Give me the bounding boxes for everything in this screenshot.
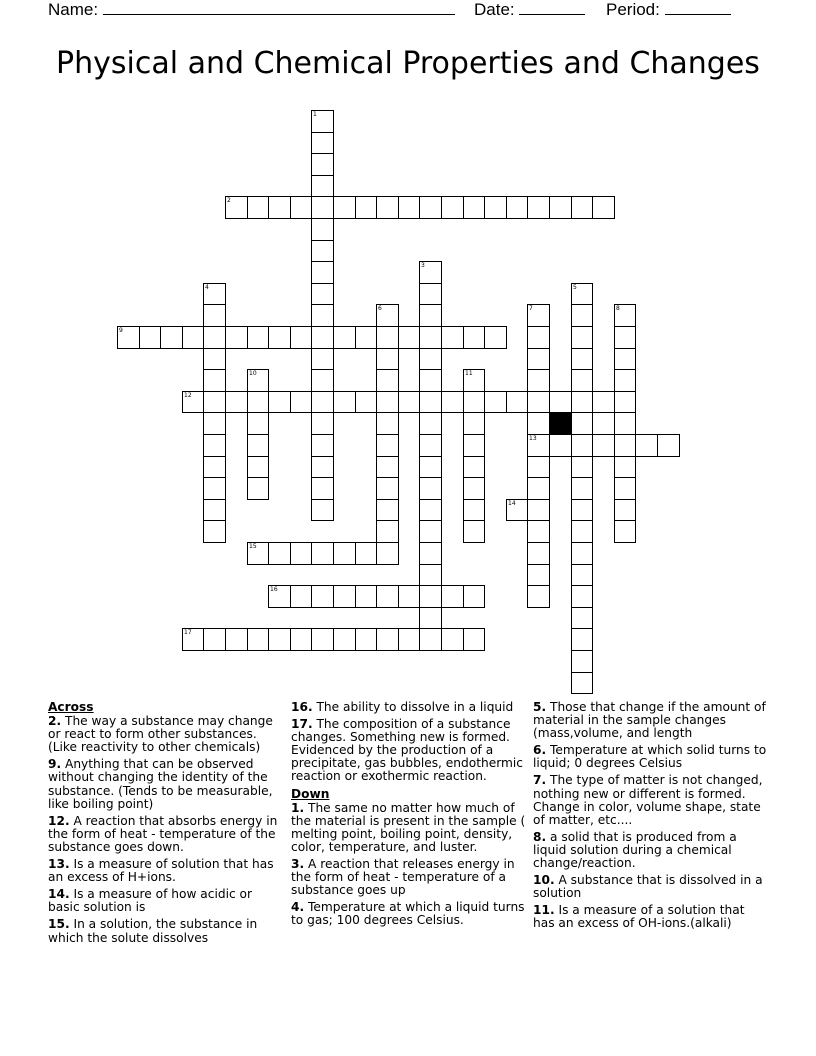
clue-text: The same no matter how much of the material is present in the sample ( melting point, boiling point, density, color, temperature, and luster. (291, 800, 526, 854)
crossword-cell[interactable] (376, 456, 399, 478)
crossword-cell[interactable] (527, 585, 550, 608)
crossword-cell[interactable] (419, 348, 442, 370)
crossword-cell[interactable] (419, 585, 442, 608)
crossword-cell[interactable] (419, 628, 442, 651)
crossword-cell[interactable] (333, 542, 356, 565)
clue-item (48, 858, 284, 884)
crossword-cell[interactable] (614, 456, 636, 478)
period-label: Period: (606, 0, 660, 19)
clue-number: 4. (291, 900, 305, 915)
crossword-cell[interactable] (376, 499, 399, 521)
clue-number-label: 4 (205, 284, 209, 291)
crossword-cell[interactable] (376, 369, 399, 392)
crossword-cell[interactable] (614, 499, 636, 521)
crossword-cell[interactable] (268, 542, 291, 565)
crossword-cell[interactable] (311, 326, 334, 349)
crossword-cell[interactable] (376, 434, 399, 457)
crossword-cell[interactable] (398, 628, 420, 651)
crossword-cell[interactable] (527, 477, 550, 500)
crossword-cell[interactable] (527, 412, 550, 435)
crossword-cell[interactable] (463, 391, 485, 413)
clue-text: The type of matter is not changed, nothing new or different is formed. Change in color, volume shape, state of matter, etc.... (533, 773, 763, 827)
clue-item (533, 774, 769, 826)
clue-number: 1. (291, 800, 305, 815)
crossword-cell[interactable] (571, 304, 593, 327)
crossword-cell[interactable] (441, 196, 464, 219)
crossword-cell[interactable] (333, 585, 356, 608)
crossword-cell[interactable] (549, 434, 572, 457)
crossword-cell[interactable] (571, 391, 593, 413)
clue-item (291, 701, 527, 714)
clue-item (291, 802, 527, 854)
crossword-cell[interactable] (268, 326, 291, 349)
crossword-cell[interactable] (571, 520, 593, 543)
black-cell (549, 412, 572, 435)
crossword-cell[interactable] (463, 499, 485, 521)
crossword-cell[interactable] (419, 499, 442, 521)
crossword-cell[interactable] (247, 326, 269, 349)
crossword-cell[interactable] (311, 499, 334, 521)
crossword-cell[interactable] (614, 434, 636, 457)
clue-number: 11. (533, 903, 555, 918)
crossword-cell[interactable] (311, 304, 334, 327)
crossword-cell[interactable] (614, 520, 636, 543)
crossword-cell[interactable] (355, 326, 377, 349)
crossword-cell[interactable] (311, 132, 334, 154)
clue-number-label: 5 (573, 284, 577, 291)
crossword-cell[interactable] (311, 585, 334, 608)
clue-number: 10. (533, 873, 555, 888)
crossword-cell[interactable] (419, 326, 442, 349)
crossword-cell[interactable] (484, 196, 507, 219)
crossword-cell[interactable] (571, 628, 593, 651)
crossword-cell[interactable] (247, 456, 269, 478)
crossword-cell[interactable] (203, 348, 226, 370)
crossword-cell[interactable] (268, 628, 291, 651)
clue-text: Temperature at which a liquid turns to gas; 100 degrees Celsius. (291, 900, 525, 928)
clue-item (533, 744, 769, 770)
crossword-cell[interactable] (225, 391, 248, 413)
crossword-cell[interactable] (592, 196, 615, 219)
crossword-cell[interactable] (527, 520, 550, 543)
crossword-cell[interactable] (376, 196, 399, 219)
clue-item (291, 718, 527, 783)
crossword-cell[interactable] (571, 672, 593, 694)
clue-text: Is a measure of how acidic or basic solution is (48, 887, 253, 915)
clue-number: 7. (533, 773, 547, 788)
clue-number: 16. (291, 700, 313, 714)
crossword-cell[interactable] (247, 391, 269, 413)
crossword-cell[interactable] (441, 326, 464, 349)
crossword-cell[interactable] (614, 326, 636, 349)
clue-item (48, 888, 284, 914)
crossword-cell[interactable] (376, 520, 399, 543)
clue-number: 3. (291, 857, 305, 872)
crossword-cell[interactable] (463, 585, 485, 608)
crossword-cell[interactable] (463, 520, 485, 543)
crossword-cell[interactable] (571, 412, 593, 435)
clue-text: The way a substance may change or react to form other substances. (Like reactivity to other chemicals) (48, 714, 273, 755)
crossword-cell[interactable] (203, 304, 226, 327)
crossword-cell[interactable] (311, 369, 334, 392)
crossword-cell[interactable] (398, 391, 420, 413)
crossword-cell[interactable] (592, 434, 615, 457)
crossword-cell[interactable] (333, 196, 356, 219)
clue-number-label: 12 (184, 392, 192, 399)
crossword-cell[interactable] (203, 456, 226, 478)
crossword-cell[interactable] (419, 520, 442, 543)
crossword-cell[interactable] (376, 628, 399, 651)
crossword-cell[interactable] (376, 585, 399, 608)
clue-number: 12. (48, 813, 70, 828)
crossword-cell[interactable] (549, 196, 572, 219)
crossword-cell[interactable] (311, 542, 334, 565)
down-heading: Down (291, 786, 330, 801)
crossword-cell[interactable] (376, 348, 399, 370)
clue-number-label: 13 (529, 435, 537, 442)
clue-text: Temperature at which solid turns to liquid; 0 degrees Celsius (533, 743, 767, 771)
clue-number-label: 11 (465, 370, 473, 377)
crossword-cell[interactable] (571, 434, 593, 457)
clue-text: Those that change if the amount of material in the sample changes (mass,volume, and length (533, 700, 766, 741)
clue-column-3 (533, 701, 769, 935)
crossword-cell[interactable] (527, 542, 550, 565)
clue-item (48, 758, 284, 810)
crossword-cell[interactable] (333, 628, 356, 651)
crossword-cell[interactable] (441, 628, 464, 651)
crossword-cell[interactable] (419, 477, 442, 500)
date-label: Date: (474, 0, 515, 19)
clue-item (533, 701, 769, 740)
crossword-cell[interactable] (139, 326, 161, 349)
crossword-cell[interactable] (355, 196, 377, 219)
crossword-cell[interactable] (376, 542, 399, 565)
crossword-cell[interactable] (527, 564, 550, 586)
crossword-cell[interactable] (419, 304, 442, 327)
clue-item (533, 904, 769, 930)
crossword-cell[interactable] (247, 434, 269, 457)
crossword-cell[interactable] (225, 628, 248, 651)
crossword-cell[interactable] (247, 196, 269, 219)
crossword-cell[interactable] (419, 434, 442, 457)
page-title: Physical and Chemical Properties and Changes (56, 46, 760, 81)
crossword-cell[interactable] (376, 412, 399, 435)
clue-item (48, 918, 284, 944)
crossword-cell[interactable] (571, 456, 593, 478)
crossword-cell[interactable] (311, 391, 334, 413)
crossword-cell[interactable] (398, 326, 420, 349)
clue-text: Is a measure of a solution that has an excess of OH-ions.(alkali) (533, 903, 745, 931)
crossword-cell[interactable] (290, 542, 312, 565)
crossword-cell[interactable] (333, 391, 356, 413)
clue-number-label: 8 (616, 305, 620, 312)
clue-number: 6. (533, 743, 547, 758)
crossword-cell[interactable] (571, 650, 593, 673)
crossword-cell[interactable] (355, 542, 377, 565)
clue-number: 2. (48, 714, 62, 729)
crossword-cell[interactable] (571, 564, 593, 586)
crossword-cell[interactable] (571, 499, 593, 521)
crossword-cell[interactable] (203, 412, 226, 435)
crossword-cell[interactable] (290, 628, 312, 651)
crossword-cell[interactable] (203, 520, 226, 543)
crossword-cell[interactable] (441, 585, 464, 608)
crossword-cell[interactable] (614, 391, 636, 413)
crossword-cell[interactable] (419, 542, 442, 565)
crossword-cell[interactable] (614, 348, 636, 370)
clue-text: In a solution, the substance in which the solute dissolves (48, 917, 258, 945)
clue-number: 13. (48, 857, 70, 872)
crossword-cell[interactable] (311, 240, 334, 262)
crossword-cell[interactable] (463, 477, 485, 500)
crossword-cell[interactable] (311, 218, 334, 241)
crossword-cell[interactable] (311, 456, 334, 478)
crossword-cell[interactable] (571, 607, 593, 629)
clue-number: 17. (291, 717, 313, 732)
crossword-cell[interactable] (571, 585, 593, 608)
clue-number: 15. (48, 917, 70, 932)
crossword-cell[interactable] (571, 369, 593, 392)
clue-column-2 (291, 701, 527, 932)
clue-text: A reaction that releases energy in the form of heat - temperature of a substance goes up (291, 857, 515, 898)
crossword-cell[interactable] (549, 391, 572, 413)
crossword-cell[interactable] (527, 391, 550, 413)
clue-number-label: 16 (270, 586, 278, 593)
clue-number-label: 3 (421, 262, 425, 269)
crossword-cell[interactable] (463, 412, 485, 435)
crossword-cell[interactable] (311, 412, 334, 435)
crossword-cell[interactable] (571, 196, 593, 219)
crossword-cell[interactable] (484, 391, 507, 413)
crossword-cell[interactable] (311, 348, 334, 370)
crossword-cell[interactable] (419, 607, 442, 629)
clue-item (291, 858, 527, 897)
crossword-cell[interactable] (527, 196, 550, 219)
crossword-cell[interactable] (311, 153, 334, 176)
crossword-cell[interactable] (290, 391, 312, 413)
crossword-cell[interactable] (463, 456, 485, 478)
crossword-cell[interactable] (571, 477, 593, 500)
crossword-cell[interactable] (203, 434, 226, 457)
crossword-cell[interactable] (506, 196, 528, 219)
crossword-cell[interactable] (419, 391, 442, 413)
clue-number: 5. (533, 700, 547, 714)
crossword-cell[interactable] (571, 348, 593, 370)
clue-number-label: 10 (249, 370, 257, 377)
crossword-cell[interactable] (311, 196, 334, 219)
clue-text: Anything that can be observed without changing the identity of the substance. (Tends to be measurable, like boiling point) (48, 757, 273, 811)
crossword-cell[interactable] (290, 585, 312, 608)
crossword-cell[interactable] (635, 434, 658, 457)
crossword-cell[interactable] (311, 434, 334, 457)
crossword-cell[interactable] (311, 175, 334, 197)
crossword-cell[interactable] (355, 628, 377, 651)
crossword-cell[interactable] (203, 499, 226, 521)
crossword-cell[interactable] (203, 369, 226, 392)
crossword-cell[interactable] (463, 628, 485, 651)
crossword-cell[interactable] (247, 477, 269, 500)
crossword-cell[interactable] (419, 412, 442, 435)
crossword-cell[interactable] (203, 326, 226, 349)
crossword-cell[interactable] (463, 326, 485, 349)
crossword-cell[interactable] (614, 369, 636, 392)
crossword-cell[interactable] (527, 326, 550, 349)
crossword-cell[interactable] (376, 477, 399, 500)
crossword-cell[interactable] (311, 477, 334, 500)
crossword-cell[interactable] (268, 196, 291, 219)
clue-text: A substance that is dissolved in a solution (533, 873, 763, 901)
crossword-cell[interactable] (527, 369, 550, 392)
clue-number-label: 2 (227, 197, 231, 204)
clue-item (291, 901, 527, 927)
clue-text: Is a measure of solution that has an excess of H+ions. (48, 857, 274, 885)
clue-number-label: 14 (508, 500, 516, 507)
clue-column-1 (48, 701, 284, 949)
clue-number-label: 9 (119, 327, 123, 334)
across-heading: Across (48, 700, 94, 714)
crossword-cell[interactable] (527, 499, 550, 521)
clue-number-label: 15 (249, 543, 257, 550)
crossword-cell[interactable] (290, 326, 312, 349)
crossword-cell[interactable] (527, 348, 550, 370)
crossword-cell[interactable] (203, 628, 226, 651)
clue-number: 14. (48, 887, 70, 902)
crossword-cell[interactable] (484, 326, 507, 349)
crossword-cell[interactable] (592, 391, 615, 413)
clue-number: 9. (48, 757, 62, 772)
crossword-cell[interactable] (527, 456, 550, 478)
crossword-cell[interactable] (333, 326, 356, 349)
crossword-cell[interactable] (376, 391, 399, 413)
crossword-cell[interactable] (182, 326, 204, 349)
crossword-cell[interactable] (463, 434, 485, 457)
crossword-cell[interactable] (355, 391, 377, 413)
crossword-cell[interactable] (225, 326, 248, 349)
clue-number-label: 17 (184, 629, 192, 636)
clue-number: 8. (533, 829, 547, 844)
crossword-cell[interactable] (419, 564, 442, 586)
clue-text: The composition of a substance changes. Something new is formed. Evidenced by the production of a precipitate, gas bubbles, endothermic reaction or exothermic reaction. (291, 717, 523, 784)
crossword-cell[interactable] (247, 628, 269, 651)
crossword-cell[interactable] (311, 283, 334, 305)
crossword-cell[interactable] (614, 412, 636, 435)
clue-text: A reaction that absorbs energy in the form of heat - temperature of the substance goes down. (48, 813, 278, 854)
crossword-cell[interactable] (614, 477, 636, 500)
crossword-cell[interactable] (290, 196, 312, 219)
crossword-cell[interactable] (506, 391, 528, 413)
clue-number-label: 1 (313, 111, 317, 118)
crossword-cell[interactable] (463, 196, 485, 219)
name-label: Name: (48, 0, 99, 19)
crossword-cell[interactable] (419, 369, 442, 392)
crossword-cell[interactable] (571, 542, 593, 565)
clue-item (48, 815, 284, 854)
crossword-cell[interactable] (311, 628, 334, 651)
crossword-cell[interactable] (657, 434, 680, 457)
crossword-cell[interactable] (571, 326, 593, 349)
crossword-cell[interactable] (376, 326, 399, 349)
crossword-cell[interactable] (203, 477, 226, 500)
clue-number-label: 6 (378, 305, 382, 312)
clue-text: a solid that is produced from a liquid solution during a chemical change/reaction. (533, 829, 737, 871)
crossword-cell[interactable] (203, 391, 226, 413)
crossword-cell[interactable] (311, 261, 334, 284)
crossword-cell[interactable] (441, 391, 464, 413)
crossword-cell[interactable] (268, 391, 291, 413)
crossword-cell[interactable] (419, 456, 442, 478)
crossword-cell[interactable] (160, 326, 183, 349)
crossword-cell[interactable] (398, 196, 420, 219)
crossword-cell[interactable] (398, 585, 420, 608)
clue-item (48, 715, 284, 754)
crossword-cell[interactable] (419, 283, 442, 305)
clue-number-label: 7 (529, 305, 533, 312)
crossword-cell[interactable] (247, 412, 269, 435)
clue-text: The ability to dissolve in a liquid (316, 700, 514, 714)
crossword-cell[interactable] (355, 585, 377, 608)
crossword-cell[interactable] (419, 196, 442, 219)
clue-item (533, 874, 769, 900)
clue-item (533, 831, 769, 870)
